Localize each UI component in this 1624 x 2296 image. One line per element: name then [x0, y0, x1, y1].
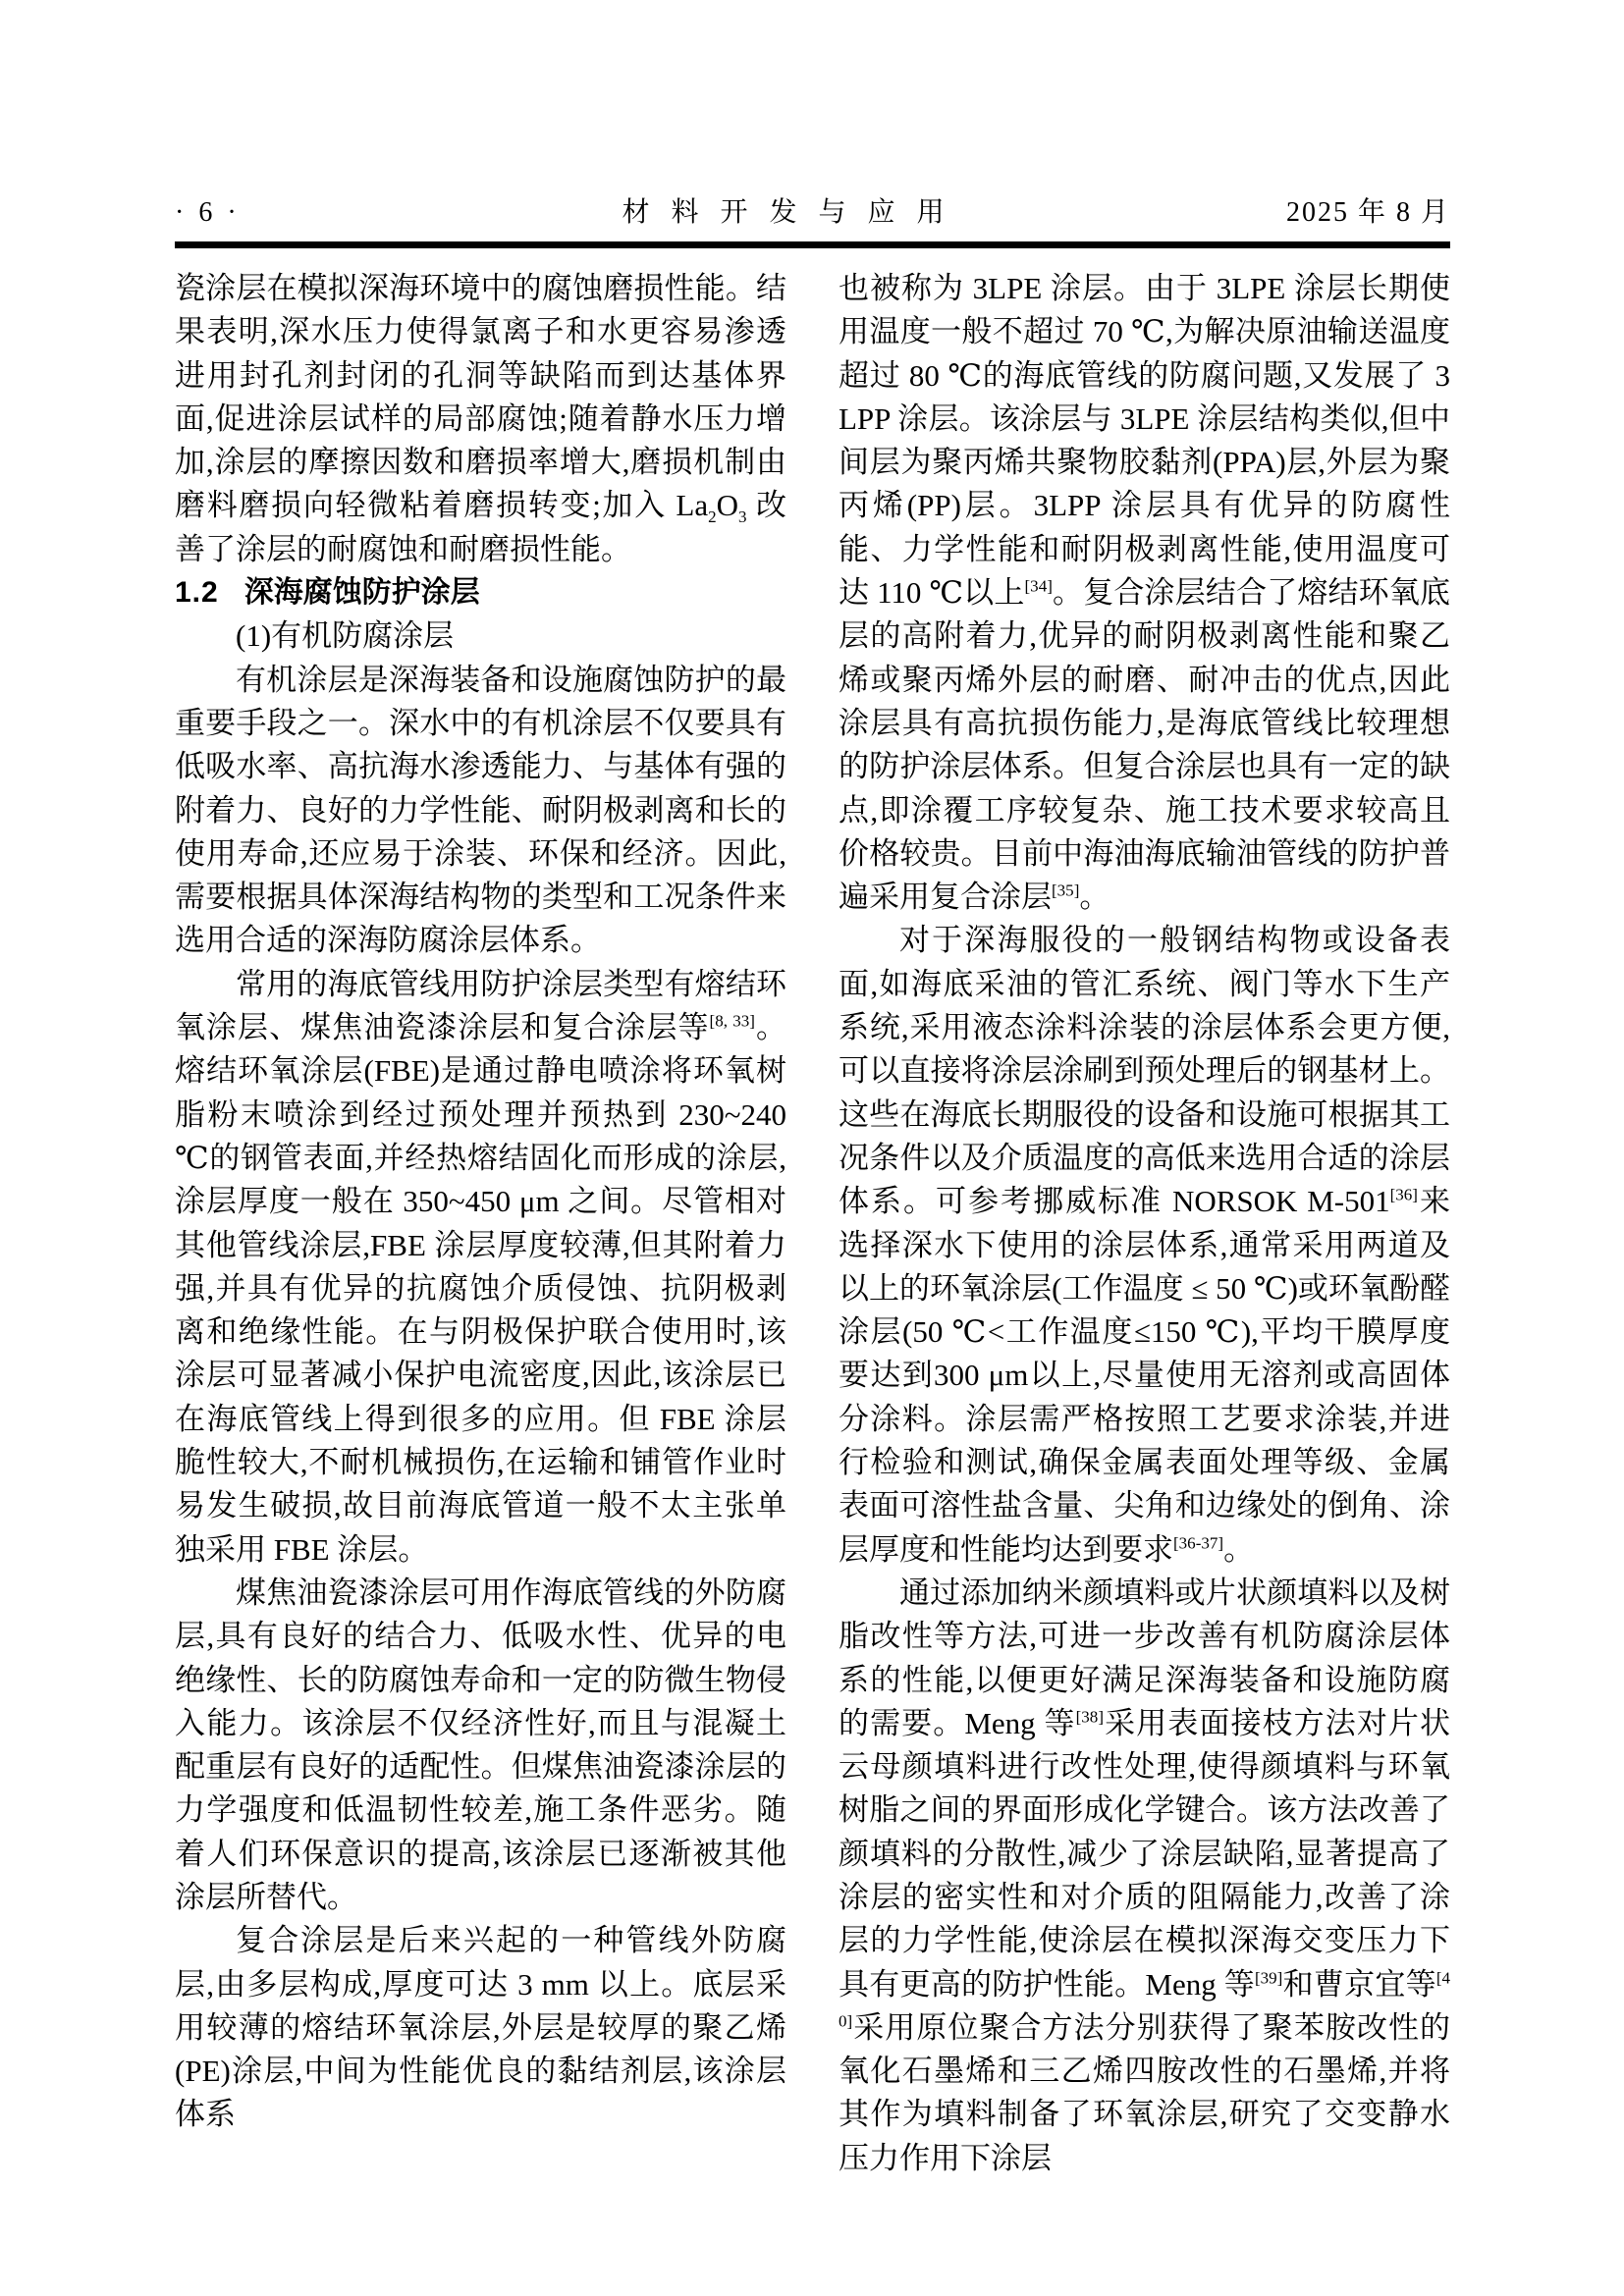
journal-title: 材料开发与应用 — [622, 197, 966, 228]
page-number: · 6 · — [175, 197, 241, 228]
page-header — [175, 196, 1450, 230]
paragraph-composite: 复合涂层是后来兴起的一种管线外防腐层,由多层构成,厚度可达 3 mm 以上。底层采用较薄的熔结环氧涂层,外层是较厚的聚乙烯(PE)涂层,中间为性能优良的黏结剂层,该涂层体系 — [175, 1923, 786, 2132]
paragraph-fillers: 通过添加纳米颜填料或片状颜填料以及树脂改性等方法,可进一步改善有机防腐涂层体系的性能,以便更好满足深海装备和设施防腐的需要。Meng 等[38]采用表面接枝方法对片状云母颜填料进行改性处理,使得颜填料与环氧树脂之间的界面形成化学键合。该方法改善了颜填料的分散性,减少了涂层缺陷,显著提高了涂层的密实性和对介质的阻隔能力,改善了涂层的力学性能,使涂层在模拟深海交变压力下具有更高的防护性能。Meng 等[39]和曹京宜等[40]采用原位聚合方法分别获得了聚苯胺改性的氧化石墨烯和三乙烯四胺改性的石墨烯,并将其作为填料制备了环氧涂层,研究了交变静水压力作用下涂层 — [839, 1575, 1450, 2175]
section-number: 1.2 — [175, 576, 219, 610]
paragraph-deepsea-service: 对于深海服役的一般钢结构物或设备表面,如海底采油的管汇系统、阀门等水下生产系统,采用液态涂料涂装的涂层体系会更方便,可以直接将涂层涂刷到预处理后的钢基材上。这些在海底长期服役的设备和设施可根据其工况条件以及介质温度的高低来选用合适的涂层体系。可参考挪威标准 NORSOK M-501[36]来选择深水下使用的涂层体系,通常采用两道及以上的环氧涂层(工作温度 ≤ 50 ℃)或环氧酚醛涂层(50 ℃<工作温度≤150 ℃),平均干膜厚度要达到300 μm以上,尽量使用无溶剂或高固体分涂料。涂层需严格按照工艺要求涂装,并进行检验和测试,确保金属表面处理等级、金属表面可溶性盐含量、尖角和边缘处的倒角、涂层厚度和性能均达到要求[36-37]。 — [839, 923, 1451, 1567]
header-rule — [175, 241, 1450, 248]
right-column — [839, 267, 1450, 2180]
paragraph-coal-tar: 煤焦油瓷漆涂层可用作海底管线的外防腐层,具有良好的结合力、低吸水性、优异的电绝缘性、长的防腐蚀寿命和一定的防微生物侵入能力。该涂层不仅经济性好,而且与混凝土配重层有良好的适配性。但煤焦油瓷漆涂层的力学强度和低温韧性较差,施工条件恶劣。随着人们环保意识的提高,该涂层已逐渐被其他涂层所替代。 — [175, 1575, 786, 1914]
left-column — [175, 267, 786, 2180]
paragraph-continuation: 瓷涂层在模拟深海环境中的腐蚀磨损性能。结果表明,深水压力使得氯离子和水更容易渗透进用封孔剂封闭的孔洞等缺陷而到达基体界面,促进涂层试样的局部腐蚀;随着静水压力增加,涂层的摩擦因数和磨损率增大,磨损机制由磨料磨损向轻微粘着磨损转变;加入 $La_2O_3$ 改善了涂层的耐腐蚀和耐磨损性能。 — [175, 271, 787, 566]
section-title: 深海腐蚀防护涂层 — [244, 576, 480, 610]
paragraph-fbe: 常用的海底管线用防护涂层类型有熔结环氧涂层、煤焦油瓷漆涂层和复合涂层等[8, 33]。熔结环氧涂层(FBE)是通过静电喷涂将环氧树脂粉末喷涂到经过预处理并预热到 230~240 ℃的钢管表面,并经热熔结固化而形成的涂层,涂层厚度一般在 350~450 μm 之间。尽管相对其他管线涂层,FBE 涂层厚度较薄,但其附着力强,并具有优异的抗腐蚀介质侵蚀、抗阴极剥离和绝缘性能。在与阴极保护联合使用时,该涂层可显著减小保护电流密度,因此,该涂层已在海底管线上得到很多的应用。但 FBE 涂层脆性较大,不耐机械损伤,在运输和铺管作业时易发生破损,故目前海底管道一般不太主张单独采用 FBE 涂层。 — [175, 966, 786, 1567]
paragraph-3lpe: 也被称为 3LPE 涂层。由于 3LPE 涂层长期使用温度一般不超过 70 ℃,为解决原油输送温度超过 80 ℃的海底管线的防腐问题,又发展了 3LPP 涂层。该涂层与 3LPE 涂层结构类似,但中间层为聚丙烯共聚物胶黏剂(PPA)层,外层为聚丙烯(PP)层。3LPP 涂层具有优异的防腐性能、力学性能和耐阴极剥离性能,使用温度可达 110 ℃以上[34]。复合涂层结合了熔结环氧底层的高附着力,优异的耐阴极剥离性能和聚乙烯或聚丙烯外层的耐磨、耐冲击的优点,因此涂层具有高抗损伤能力,是海底管线比较理想的防护涂层体系。但复合涂层也具有一定的缺点,即涂覆工序较复杂、施工技术要求较高且价格较贵。目前中海油海底输油管线的防护普遍采用复合涂层[35]。 — [839, 271, 1451, 915]
two-column-body — [175, 267, 1450, 2180]
issue-date: 2025 年 8 月 — [1285, 197, 1450, 228]
section-heading — [175, 571, 786, 614]
subsection-heading: (1)有机防腐涂层 — [236, 618, 455, 654]
paragraph-organic-intro: 有机涂层是深海装备和设施腐蚀防护的最重要手段之一。深水中的有机涂层不仅要具有低吸水率、高抗海水渗透能力、与基体有强的附着力、良好的力学性能、耐阴极剥离和长的使用寿命,还应易于涂装、环保和经济。因此,需要根据具体深海结构物的类型和工况条件来选用合适的深海防腐涂层体系。 — [175, 662, 786, 958]
